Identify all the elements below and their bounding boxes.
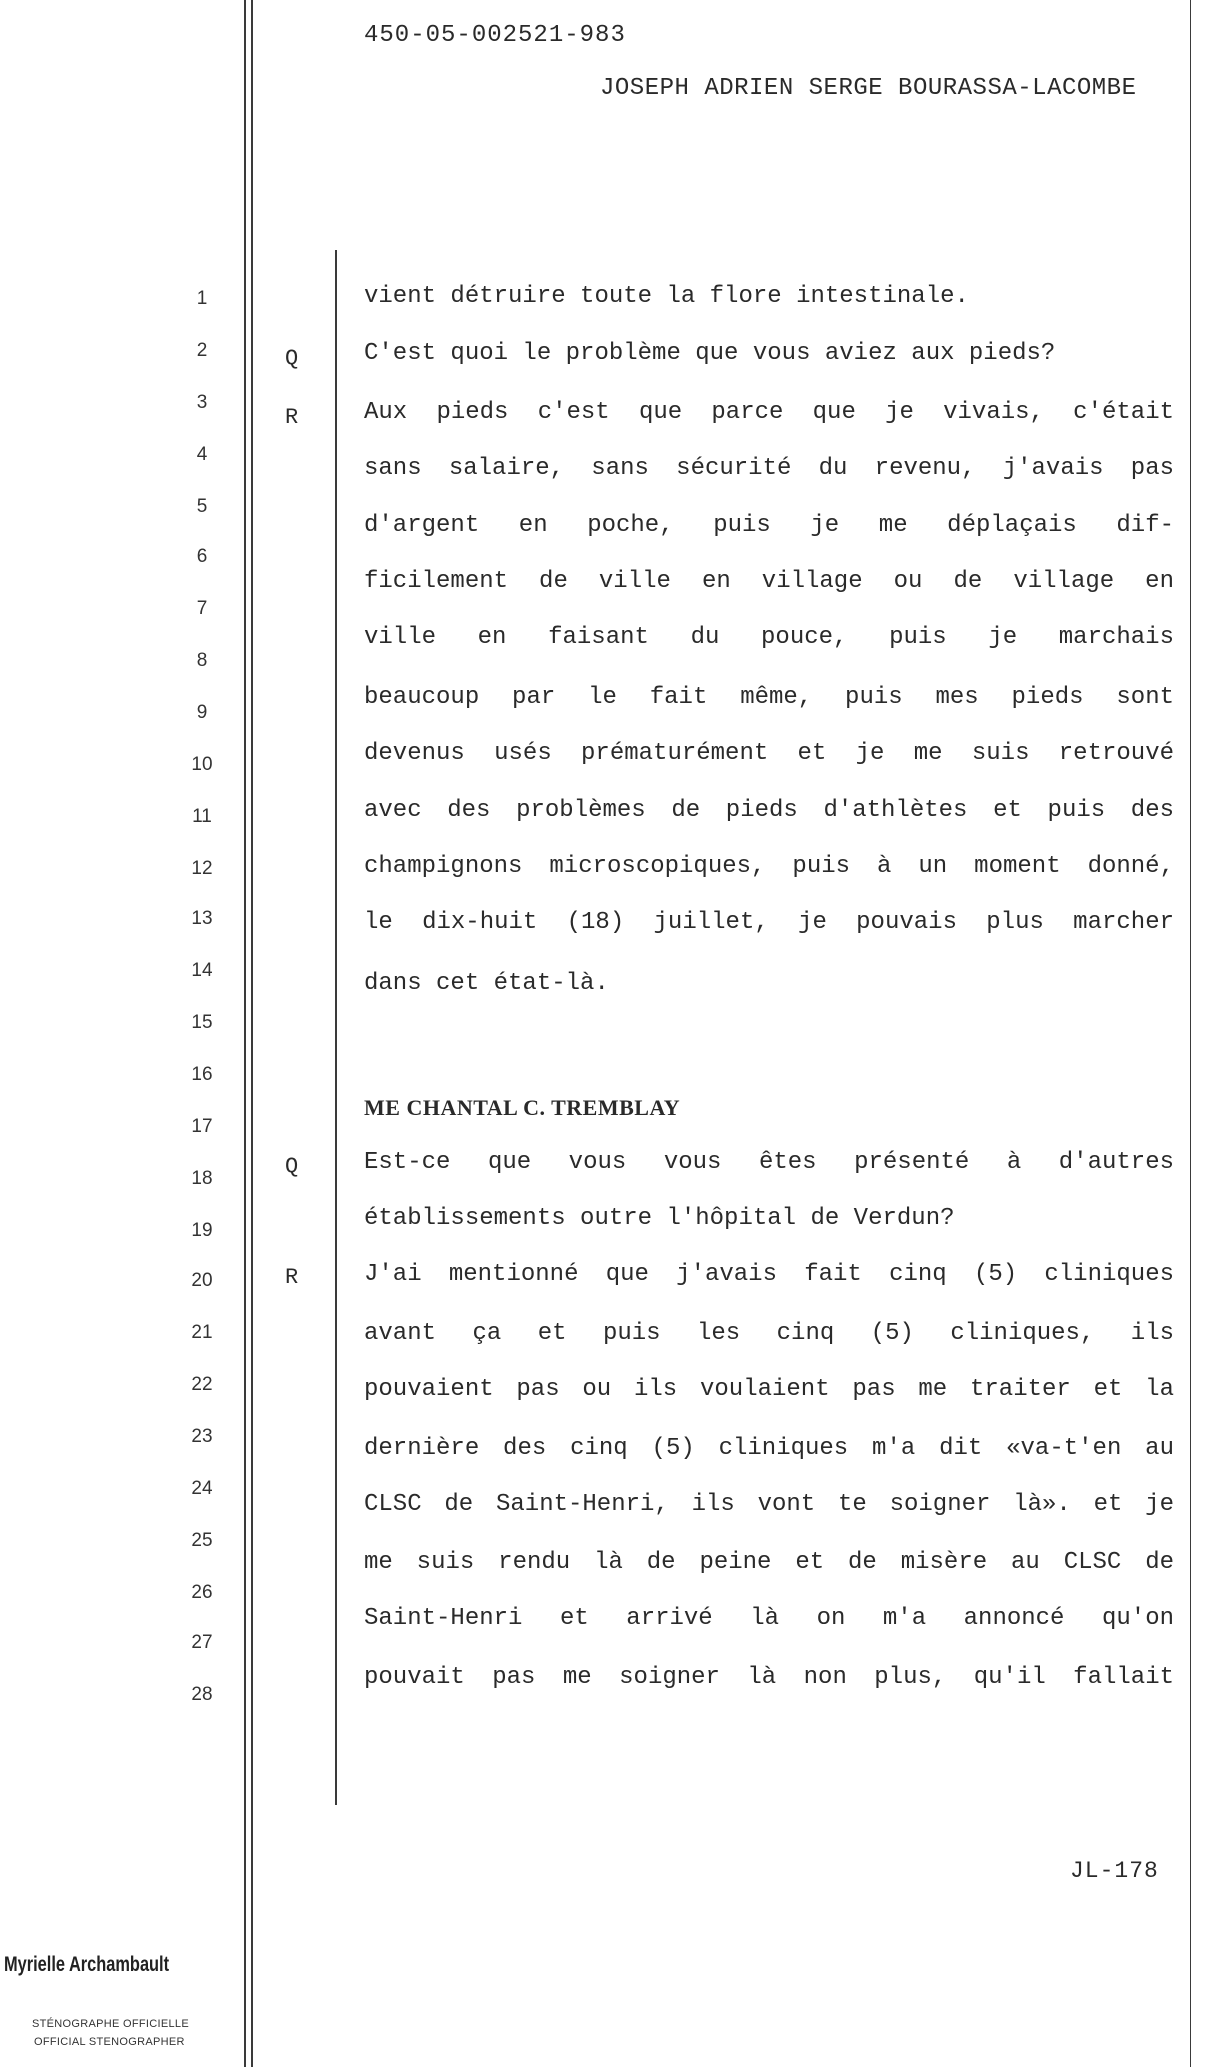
case-number: 450-05-002521-983 <box>364 22 626 49</box>
line-number: 13 <box>191 908 213 929</box>
line-number: 9 <box>196 702 208 723</box>
line-number: 12 <box>191 858 213 879</box>
transcript-line: C'est quoi le problème que vous aviez aux pieds? <box>364 340 1056 367</box>
line-number: 1 <box>196 288 208 309</box>
stenographer-title-fr: STÉNOGRAPHE OFFICIELLE <box>32 2018 189 2030</box>
answer-marker: R <box>285 1265 299 1290</box>
transcript-line: le dix-huit (18) juillet, je pouvais plus marcher <box>364 909 1174 936</box>
transcript-line: dans cet état-là. <box>364 970 609 997</box>
line-number: 28 <box>191 1684 213 1705</box>
stenographer-name: Myrielle Archambault <box>4 1953 170 1976</box>
line-number: 14 <box>191 960 213 981</box>
transcript-line: me suis rendu là de peine et de misère au CLSC de <box>364 1549 1174 1576</box>
line-number: 22 <box>191 1374 213 1395</box>
transcript-line: devenus usés prématurément et je me suis retrouvé <box>364 740 1174 767</box>
line-number: 10 <box>191 754 213 775</box>
line-number: 17 <box>191 1116 213 1137</box>
transcript-line: établissements outre l'hôpital de Verdun? <box>364 1205 955 1232</box>
answer-marker: R <box>285 405 299 430</box>
qr-column-rule <box>335 250 337 1805</box>
line-number: 2 <box>196 340 208 361</box>
line-number: 6 <box>196 546 208 567</box>
line-number: 3 <box>196 392 208 413</box>
line-number: 23 <box>191 1426 213 1447</box>
page-identifier: JL-178 <box>1070 1858 1159 1884</box>
transcript-line: ville en faisant du pouce, puis je marchais <box>364 624 1174 651</box>
line-number: 20 <box>191 1270 213 1291</box>
line-number: 25 <box>191 1530 213 1551</box>
transcript-line: champignons microscopiques, puis à un moment donné, <box>364 853 1174 880</box>
line-number: 16 <box>191 1064 213 1085</box>
transcript-line: avec des problèmes de pieds d'athlètes et puis des <box>364 797 1174 824</box>
stenographer-title-en: OFFICIAL STENOGRAPHER <box>34 2036 185 2048</box>
line-number: 11 <box>192 806 212 827</box>
line-number: 27 <box>191 1632 213 1653</box>
transcript-line: beaucoup par le fait même, puis mes pieds sont <box>364 684 1174 711</box>
line-number: 26 <box>191 1582 213 1603</box>
right-margin-rule <box>1190 0 1191 2067</box>
transcript-line: J'ai mentionné que j'avais fait cinq (5) cliniques <box>364 1261 1174 1288</box>
line-number: 15 <box>191 1012 213 1033</box>
transcript-line: pouvait pas me soigner là non plus, qu'il fallait <box>364 1664 1174 1691</box>
speaker-heading: ME CHANTAL C. TREMBLAY <box>364 1095 681 1120</box>
question-marker: Q <box>285 346 299 371</box>
transcript-line: sans salaire, sans sécurité du revenu, j'avais pas <box>364 455 1174 482</box>
transcript-line: Est-ce que vous vous êtes présenté à d'autres <box>364 1149 1174 1176</box>
line-number: 21 <box>191 1322 213 1343</box>
transcript-line: ficilement de ville en village ou de village en <box>364 568 1174 595</box>
transcript-line: Aux pieds c'est que parce que je vivais, c'était <box>364 399 1174 426</box>
line-number: 7 <box>196 598 208 619</box>
left-margin-rule-1 <box>244 0 246 2067</box>
question-marker: Q <box>285 1154 299 1179</box>
left-margin-rule-2 <box>251 0 253 2067</box>
transcript-line: Saint-Henri et arrivé là on m'a annoncé qu'on <box>364 1605 1174 1632</box>
transcript-line: vient détruire toute la flore intestinale. <box>364 283 969 310</box>
witness-name: JOSEPH ADRIEN SERGE BOURASSA-LACOMBE <box>600 75 1137 102</box>
transcript-line: avant ça et puis les cinq (5) cliniques, ils <box>364 1320 1174 1347</box>
transcript-line: pouvaient pas ou ils voulaient pas me traiter et la <box>364 1376 1174 1403</box>
transcript-line: CLSC de Saint-Henri, ils vont te soigner là». et je <box>364 1491 1174 1518</box>
line-number: 8 <box>196 650 208 671</box>
transcript-line: d'argent en poche, puis je me déplaçais dif- <box>364 512 1174 539</box>
line-number: 19 <box>191 1220 213 1241</box>
line-number: 5 <box>196 496 208 517</box>
line-number: 24 <box>191 1478 213 1499</box>
line-number: 18 <box>191 1168 213 1189</box>
line-number: 4 <box>196 444 208 465</box>
transcript-line: dernière des cinq (5) cliniques m'a dit «va-t'en au <box>364 1435 1174 1462</box>
